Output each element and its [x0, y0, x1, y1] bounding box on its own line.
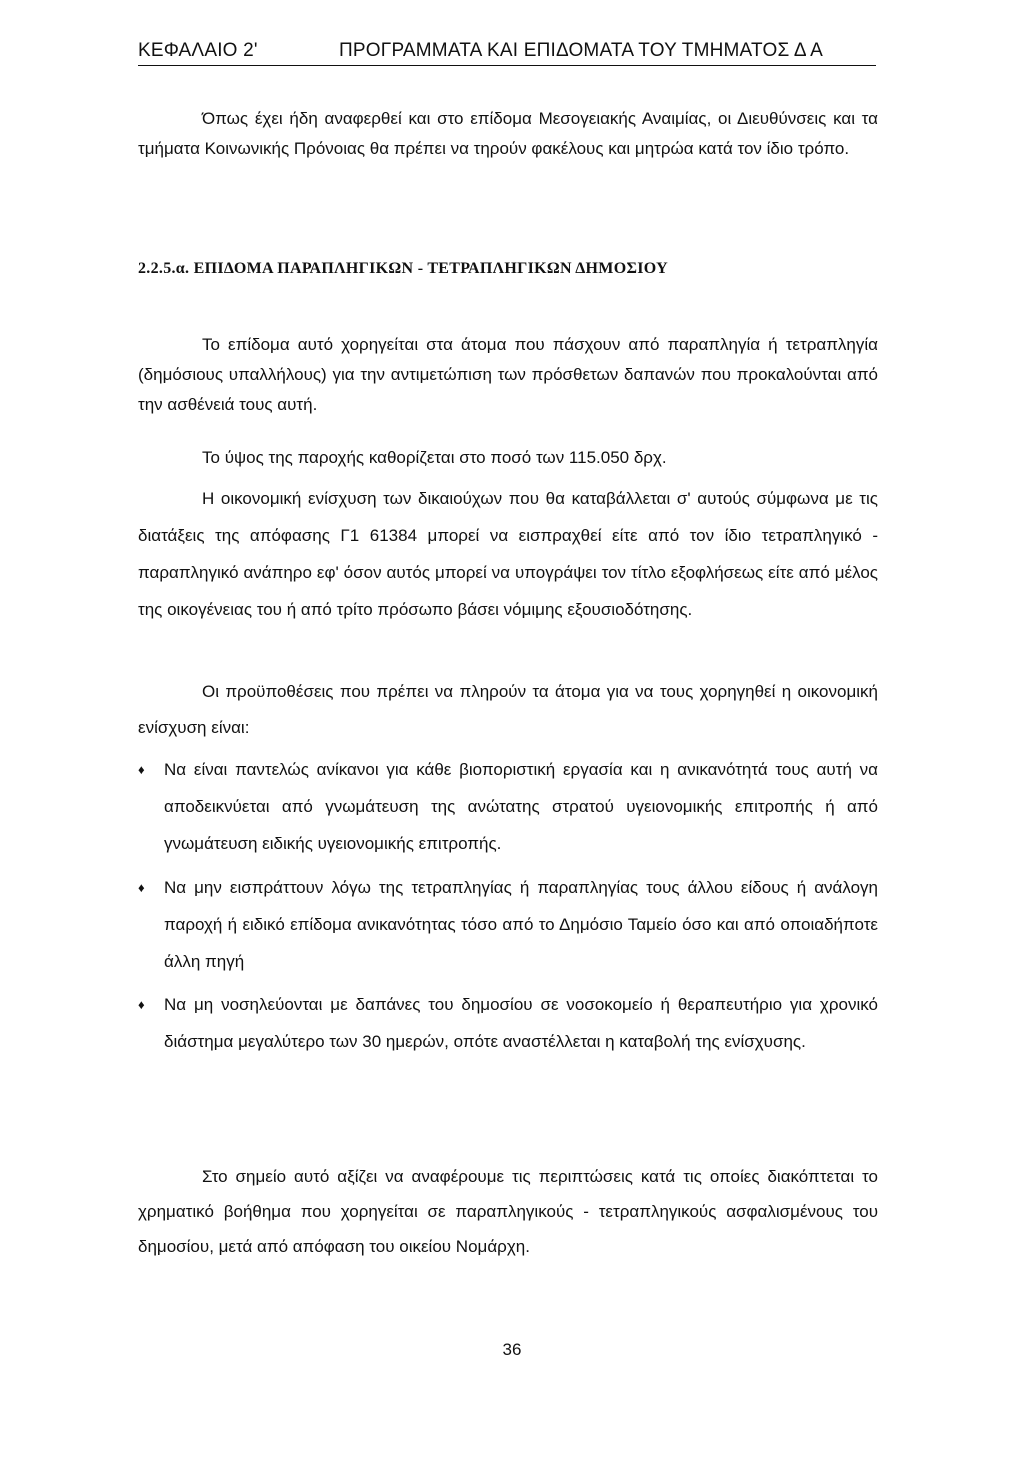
- page-number: 36: [502, 1340, 522, 1359]
- amount-line: Το ύψος της παροχής καθορίζεται στο ποσό των 115.050 δρχ.: [202, 448, 667, 467]
- list-item: [138, 869, 878, 980]
- condition-text: Να μην εισπράττουν λόγω της τετραπληγίας ή παραπληγίας τους άλλου είδους ή ανάλογη παροχή ή ειδικό επίδομα ανικανότητας τόσο από το Δημόσιο Ταμείο όσο και από οποιαδήποτε άλλη πηγή: [164, 878, 878, 971]
- list-item: [138, 751, 878, 862]
- closing-paragraph: Στο σημείο αυτό αξίζει να αναφέρουμε τις περιπτώσεις κατά τις οποίες διακόπτεται το χρηματικό βοήθημα που χορηγείται σε παραπληγικούς - τετραπληγικούς ασφαλισμένους του δημοσίου, μετά από απόφαση του οικείου Νομάρχη.: [138, 1167, 878, 1256]
- list-item: [138, 986, 878, 1060]
- payment-paragraph: Η οικονομική ενίσχυση των δικαιούχων που θα καταβάλλεται σ' αυτούς σύμφωνα με τις διατάξεις της απόφασης Γ1 61384 μπορεί να εισπραχθεί είτε από τον ίδιο τετραπληγικό - παραπληγικό ανάπηρο εφ' όσον αυτός μπορεί να υπογράψει τον τίτλο εξοφλήσεως είτε από μέλος της οικογένειας του ή από τρίτο πρόσωπο βάσει νόμιμης εξουσιοδότησης.: [138, 489, 878, 619]
- bullet-diamond-icon: ♦: [138, 997, 145, 1012]
- conditions-list: [138, 751, 878, 1060]
- bullet-diamond-icon: ♦: [138, 762, 145, 777]
- conditions-intro-paragraph: Οι προϋποθέσεις που πρέπει να πληρούν τα άτομα για να τους χορηγηθεί η οικονομική ενίσχυση είναι:: [138, 682, 878, 737]
- header-rule: [138, 65, 876, 66]
- running-header: [138, 36, 878, 66]
- condition-text: Να μη νοσηλεύονται με δαπάνες του δημοσίου σε νοσοκομείο ή θεραπευτήριο για χρονικό διάστημα μεγαλύτερο των 30 ημερών, οπότε αναστέλλεται η καταβολή της ενίσχυσης.: [164, 995, 878, 1051]
- chapter-title: ΠΡΟΓΡΑΜΜΑΤΑ ΚΑΙ ΕΠΙΔΟΜΑΤΑ ΤΟΥ ΤΜΗΜΑΤΟΣ Δ Α: [339, 40, 823, 61]
- chapter-label: ΚΕΦΑΛΑΙΟ 2': [138, 40, 258, 61]
- purpose-paragraph: Το επίδομα αυτό χορηγείται στα άτομα που πάσχουν από παραπληγία ή τετραπληγία (δημόσιους υπαλλήλους) για την αντιμετώπιση των πρόσθετων δαπανών που προκαλούνται από την ασθένειά τους αυτή.: [138, 335, 878, 414]
- condition-text: Να είναι παντελώς ανίκανοι για κάθε βιοποριστική εργασία και η ανικανότητά τους αυτή να αποδεικνύεται από γνωμάτευση της ανώτατης στρατού υγειονομικής επιτροπής ή από γνωμάτευση ειδικής υγειονομικής επιτροπής.: [164, 760, 878, 853]
- bullet-diamond-icon: ♦: [138, 880, 145, 895]
- section-heading: 2.2.5.α. ΕΠΙΔΟΜΑ ΠΑΡΑΠΛΗΓΙΚΩΝ - ΤΕΤΡΑΠΛΗΓΙΚΩΝ ΔΗΜΟΣΙΟΥ: [138, 260, 668, 277]
- intro-paragraph: Όπως έχει ήδη αναφερθεί και στο επίδομα Μεσογειακής Αναιμίας, οι Διευθύνσεις και τα τμήματα Κοινωνικής Πρόνοιας θα πρέπει να τηρούν φακέλους και μητρώα κατά τον ίδιο τρόπο.: [138, 109, 878, 158]
